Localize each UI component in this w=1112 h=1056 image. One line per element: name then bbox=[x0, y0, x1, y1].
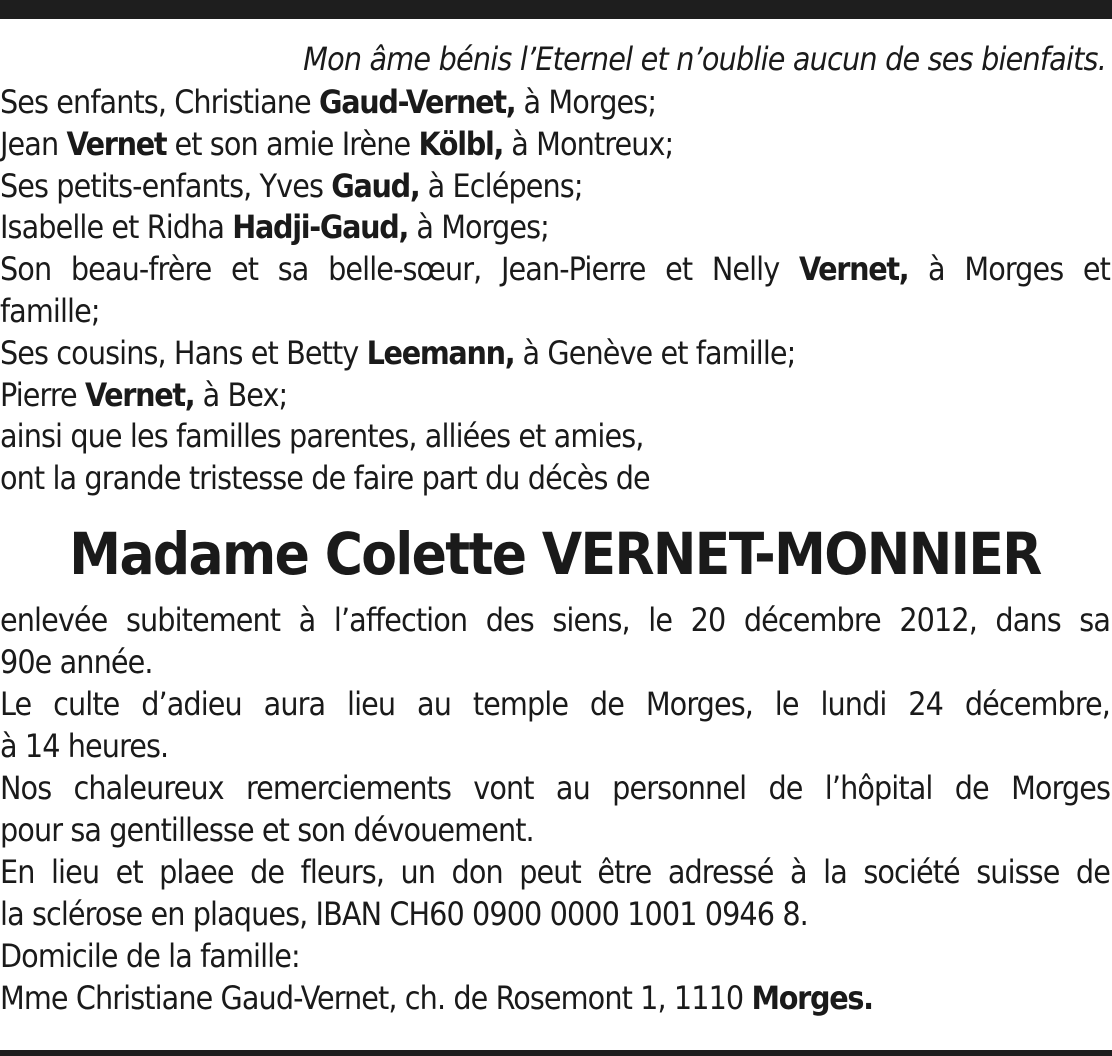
family-line-isabelle: Isabelle et Ridha Hadji-Gaud, à Morges; bbox=[0, 208, 549, 247]
family-line-jean: Jean Vernet et son amie Irène Kölbl, à Montreux; bbox=[0, 124, 674, 163]
detail-line-10: Mme Christiane Gaud-Vernet, ch. de Rosemont 1, 1110 Morges. bbox=[0, 978, 873, 1017]
detail-line-8: la sclérose en plaques, IBAN CH60 0900 0000 1001 0946 8. bbox=[0, 894, 808, 933]
obituary-details bbox=[0, 599, 1110, 1019]
family-line-relatives: ainsi que les familles parentes, alliées et amies, bbox=[0, 417, 644, 456]
family-line-children: Ses enfants, Christiane Gaud-Vernet, à Morges; bbox=[0, 83, 657, 121]
detail-line-5: Nos chaleureux remerciements vont au personnel de l’hôpital de Morges bbox=[0, 768, 1110, 807]
detail-line-1: enlevée subitement à l’affection des siens, le 20 décembre 2012, dans sa bbox=[0, 600, 1110, 639]
family-line-grandchildren: Ses petits-enfants, Yves Gaud, à Eclépens; bbox=[0, 166, 583, 205]
obituary-notice bbox=[0, 36, 1110, 1019]
bottom-rule bbox=[0, 1050, 1112, 1056]
family-announcement bbox=[0, 82, 1110, 500]
family-line-announcement: ont la grande tristesse de faire part du décès de bbox=[0, 459, 650, 498]
family-line-famille: famille; bbox=[0, 291, 100, 330]
detail-line-3: Le culte d’adieu aura lieu au temple de Morges, le lundi 24 décembre, bbox=[0, 684, 1110, 723]
detail-line-4: à 14 heures. bbox=[0, 726, 169, 765]
family-line-in-laws: Son beau-frère et sa belle-sœur, Jean-Pierre et Nelly Vernet, à Morges et bbox=[0, 250, 1110, 289]
deceased-name: Madame Colette VERNET-MONNIER bbox=[69, 519, 1041, 588]
detail-line-2: 90e année. bbox=[0, 642, 153, 681]
detail-line-9: Domicile de la famille: bbox=[0, 936, 300, 975]
family-line-pierre: Pierre Vernet, à Bex; bbox=[0, 375, 288, 414]
scripture-motto: Mon âme bénis l’Eternel et n’oublie aucun de ses bienfaits. bbox=[303, 40, 1106, 78]
top-rule bbox=[0, 0, 1112, 19]
detail-line-6: pour sa gentillesse et son dévouement. bbox=[0, 810, 534, 849]
family-line-cousins: Ses cousins, Hans et Betty Leemann, à Genève et famille; bbox=[0, 333, 796, 372]
detail-line-7: En lieu et plaee de fleurs, un don peut être adressé à la société suisse de bbox=[0, 852, 1110, 891]
